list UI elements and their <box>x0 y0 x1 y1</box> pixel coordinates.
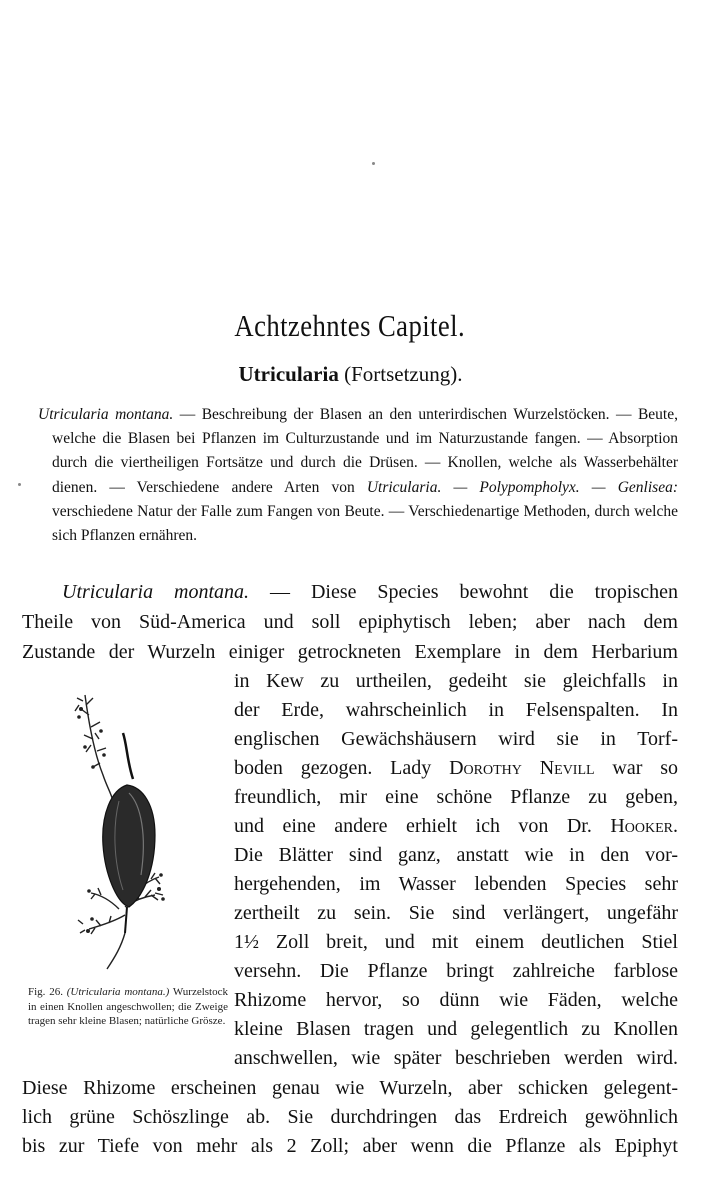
figure-label: Fig. 26. <box>28 986 63 998</box>
person-name: Hooker. <box>610 815 678 837</box>
body-line-7-a: boden gezogen. Lady <box>234 757 450 779</box>
paper-speck <box>18 483 21 486</box>
plant-illustration <box>55 675 195 975</box>
body-line-2: Theile von Süd-America und soll epiphytisch leben; aber nach dem <box>22 611 678 633</box>
body-line-7 <box>234 754 678 783</box>
body-line-20: bis zur Tiefe von mehr als 2 Zoll; aber wenn die Pflanze als Epiphyt <box>22 1135 678 1157</box>
chapter-title: Achtzehntes Capitel. <box>234 308 466 343</box>
body-line-3: Zustande der Wurzeln einiger getrockneten Exemplare in dem Herbarium <box>22 641 678 663</box>
summary-text-3: verschiedene Natur der Falle zum Fangen von Beute. — Verschiedenartige Methoden, durch welche sich Pflanzen ernähren. <box>52 502 678 545</box>
body-line-7-b: war so <box>594 757 678 779</box>
body-line-1-text: — Diese Species bewohnt die tropischen <box>249 581 678 603</box>
figure-caption-species: (Utricularia montana.) <box>66 986 170 998</box>
body-line-15: Rhizome hervor, so dünn wie Fäden, welche <box>234 989 678 1011</box>
figure-caption <box>28 985 228 1029</box>
body-line-19: lich grüne Schöszlinge ab. Sie durchdringen das Erdreich gewöhnlich <box>22 1106 678 1128</box>
body-line-1 <box>62 578 678 607</box>
body-line-12: zertheilt zu sein. Sie sind verlängert, ungefähr <box>234 902 678 924</box>
body-line-10: Die Blätter sind ganz, anstatt wie in den vor- <box>234 844 678 866</box>
body-line-17: anschwellen, wie später beschrieben werden wird. <box>234 1047 678 1069</box>
body-line-8: freundlich, mir eine schöne Pflanze zu geben, <box>234 786 678 808</box>
body-line-13: 1½ Zoll breit, und mit einem deutlichen Stiel <box>234 931 678 953</box>
body-line-14: versehn. Die Pflanze bringt zahlreiche farblose <box>234 960 678 982</box>
body-line-5: der Erde, wahrscheinlich in Felsenspalten. In <box>234 699 678 721</box>
summary-lead: Utricularia montana. <box>38 406 174 423</box>
figure-caption-text: Wurzelstock in einen Knollen angeschwollen; die Zweige tragen sehr kleine Blasen; natürliche Grösze. <box>28 986 228 1027</box>
body-line-4: in Kew zu urtheilen, gedeiht sie gleichfalls in <box>234 670 678 692</box>
person-name: Dorothy Nevill <box>449 757 595 779</box>
chapter-summary <box>38 403 678 548</box>
body-line-6: englischen Gewächshäusern wird sie in Torf- <box>234 728 678 750</box>
body-line-18: Diese Rhizome erscheinen genau wie Wurzeln, aber schicken gelegent- <box>22 1077 678 1099</box>
summary-italic-genera: Utricularia. — Polypompholyx. — Genlisea: <box>366 478 678 496</box>
chapter-subtitle <box>0 362 701 387</box>
body-line-16: kleine Blasen tragen und gelegentlich zu Knollen <box>234 1018 678 1040</box>
subtitle-genus: Utricularia <box>238 362 339 386</box>
body-line-9-a: und eine andere erhielt ich von Dr. <box>234 815 611 837</box>
body-line-9 <box>234 812 678 841</box>
body-lead-italic: Utricularia montana. <box>62 581 250 603</box>
subtitle-rest: (Fortsetzung). <box>338 362 463 386</box>
paper-speck <box>372 162 375 165</box>
summary-text-1: — Beschreibung der Blasen an den unterirdischen Wurzelstöcken. — Beute, welche die Blasen bei Pflanzen im Culturzustande und im Naturzustande fangen. — Absorption durch die viertheiligen Fortsätze und durch die Drüsen. — Knollen, welche als Wasserbehälter dienen. — Verschiedene andere Arten von <box>52 406 678 496</box>
body-line-11: hergehenden, im Wasser lebenden Species sehr <box>234 873 678 895</box>
